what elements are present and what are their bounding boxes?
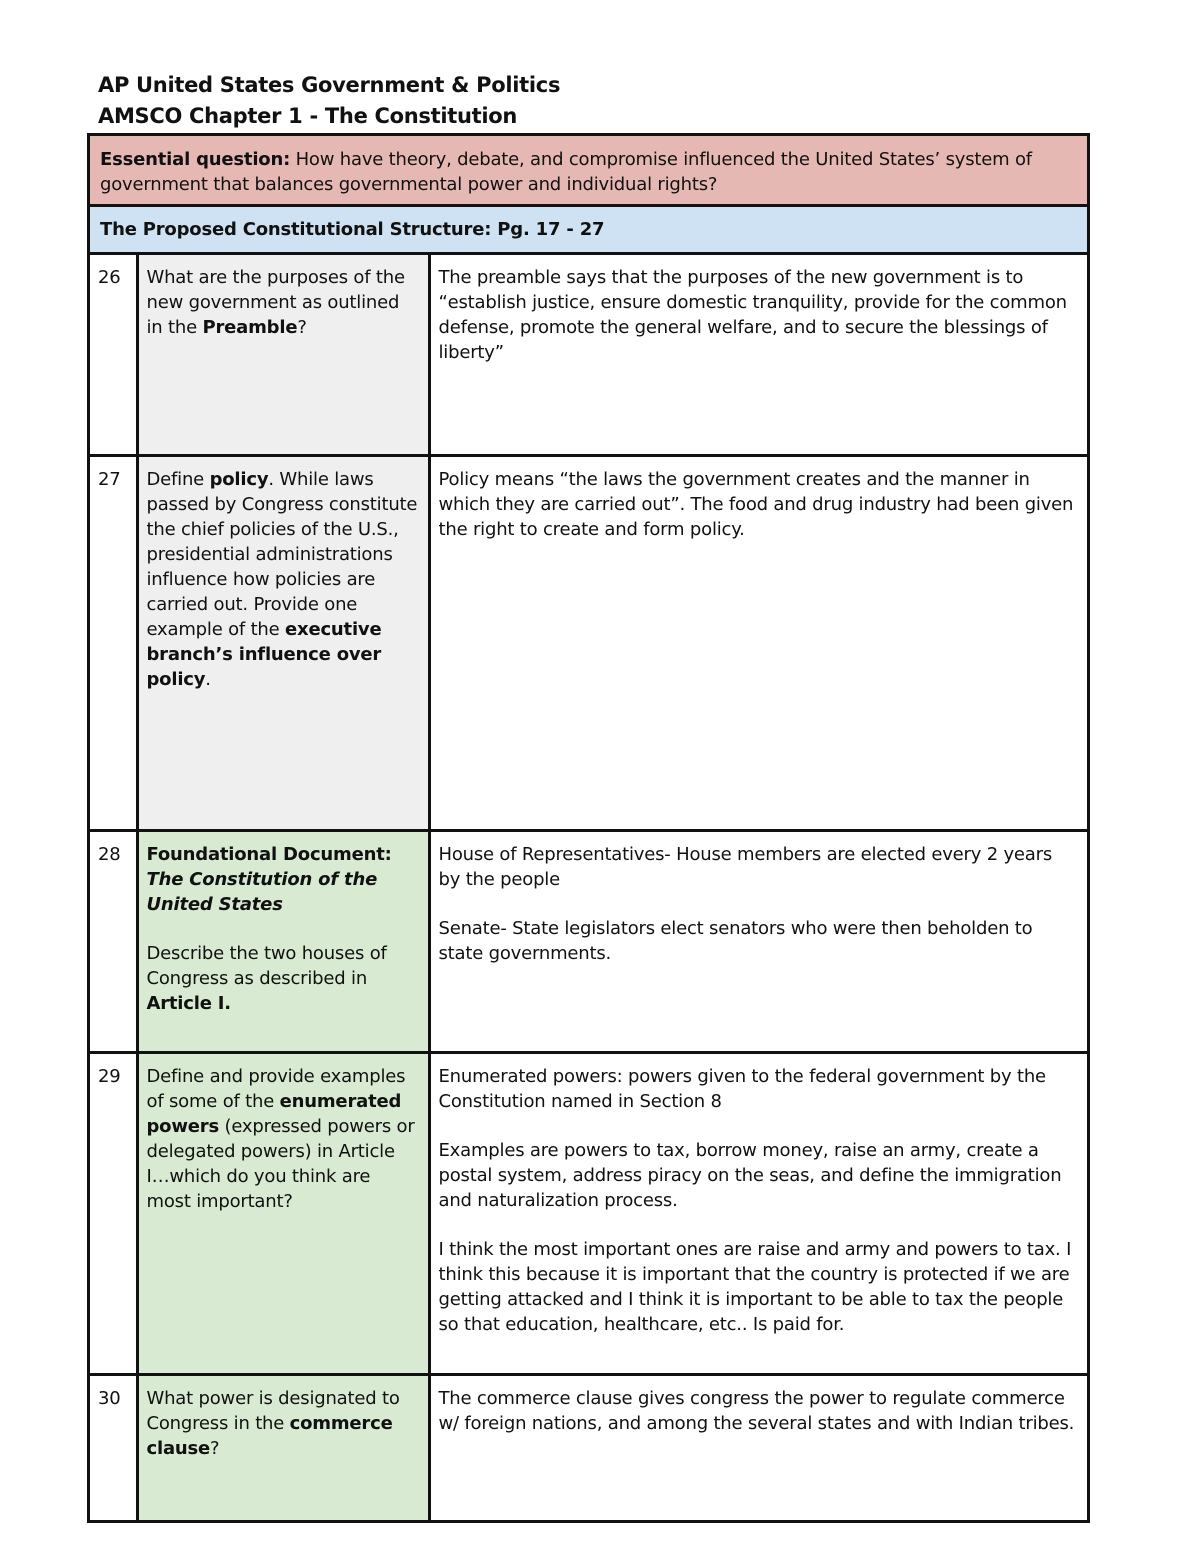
answer-paragraph: The commerce clause gives congress the power to regulate commerce w/ foreign nations, and among the several states and with Indian tribes. [438,1387,1075,1434]
document-title [98,70,560,132]
table-row [90,455,1087,830]
answer-cell[interactable] [429,255,1087,455]
row-number: 26 [90,255,137,455]
row-number: 28 [90,830,137,1052]
table-row [90,1374,1087,1520]
answer-paragraph: I think the most important ones are raise and army and powers to tax. I think this because it is important that the country is protected if we are getting attacked and I think it is important to be able to tax the people so that education, healthcare, etc.. Is paid for. [438,1238,1072,1335]
answer-paragraph: House of Representatives- House members are elected every 2 years by the people [438,843,1053,890]
key-term: executive branch’s influence over policy [146,618,382,690]
essential-question [90,136,1087,207]
key-term: commerce clause [146,1412,393,1459]
essential-question-label: Essential question: [100,149,291,170]
table-row [90,1052,1087,1374]
table-row [90,255,1087,455]
question-cell [137,830,429,1052]
question-cell: What are the purposes of the new government as outlined in the Preamble? [137,255,429,455]
answer-paragraph: Senate- State legislators elect senators who were then beholden to state governments. [438,917,1033,964]
essential-question-text: How have theory, debate, and compromise influenced the United States’ system of government that balances governmental power and individual rights? [100,149,1032,195]
foundational-document-label: Foundational Document: [146,843,392,865]
chapter-title: AMSCO Chapter 1 - The Constitution [98,104,518,128]
notes-table [87,133,1090,1523]
row-number: 27 [90,455,137,830]
answer-cell[interactable] [429,1052,1087,1374]
row-number: 29 [90,1052,137,1374]
key-term: Article I. [146,992,231,1014]
row-number: 30 [90,1374,137,1520]
question-table [90,255,1087,1520]
course-title: AP United States Government & Politics [98,73,561,97]
key-term: policy [209,468,269,490]
answer-paragraph: Examples are powers to tax, borrow money, raise an army, create a postal system, address piracy on the seas, and define the immigration and naturalization process. [438,1139,1062,1211]
question-cell: What power is designated to Congress in the commerce clause? [137,1374,429,1520]
question-cell: Define policy. While laws passed by Congress constitute the chief policies of the U.S., presidential administrations influence how policies are carried out. Provide one example of the executive branch’s influence over policy. [137,455,429,830]
answer-paragraph: The preamble says that the purposes of the new government is to “establish justice, ensure domestic tranquility, provide for the common defense, promote the general welfare, and to secure the blessings of liberty” [438,267,1067,363]
section-header: The Proposed Constitutional Structure: Pg. 17 - 27 [90,207,1087,255]
table-row [90,830,1087,1052]
foundational-document-title: The Constitution of the United States [146,868,378,915]
answer-paragraph: Enumerated powers: powers given to the federal government by the Constitution named in Section 8 [438,1065,1046,1112]
key-term: enumerated powers [146,1090,402,1137]
question-cell: Define and provide examples of some of the enumerated powers (expressed powers or delegated powers) in Article I…which do you think are most important? [137,1052,429,1374]
answer-paragraph: Policy means “the laws the government creates and the manner in which they are carried out”. The food and drug industry had been given the right to create and form policy. [438,468,1074,540]
key-term: Preamble [202,317,298,338]
answer-cell[interactable] [429,455,1087,830]
question-text: Describe the two houses of Congress as described in Article I. [146,942,387,1014]
answer-cell[interactable] [429,1374,1087,1520]
answer-cell[interactable] [429,830,1087,1052]
